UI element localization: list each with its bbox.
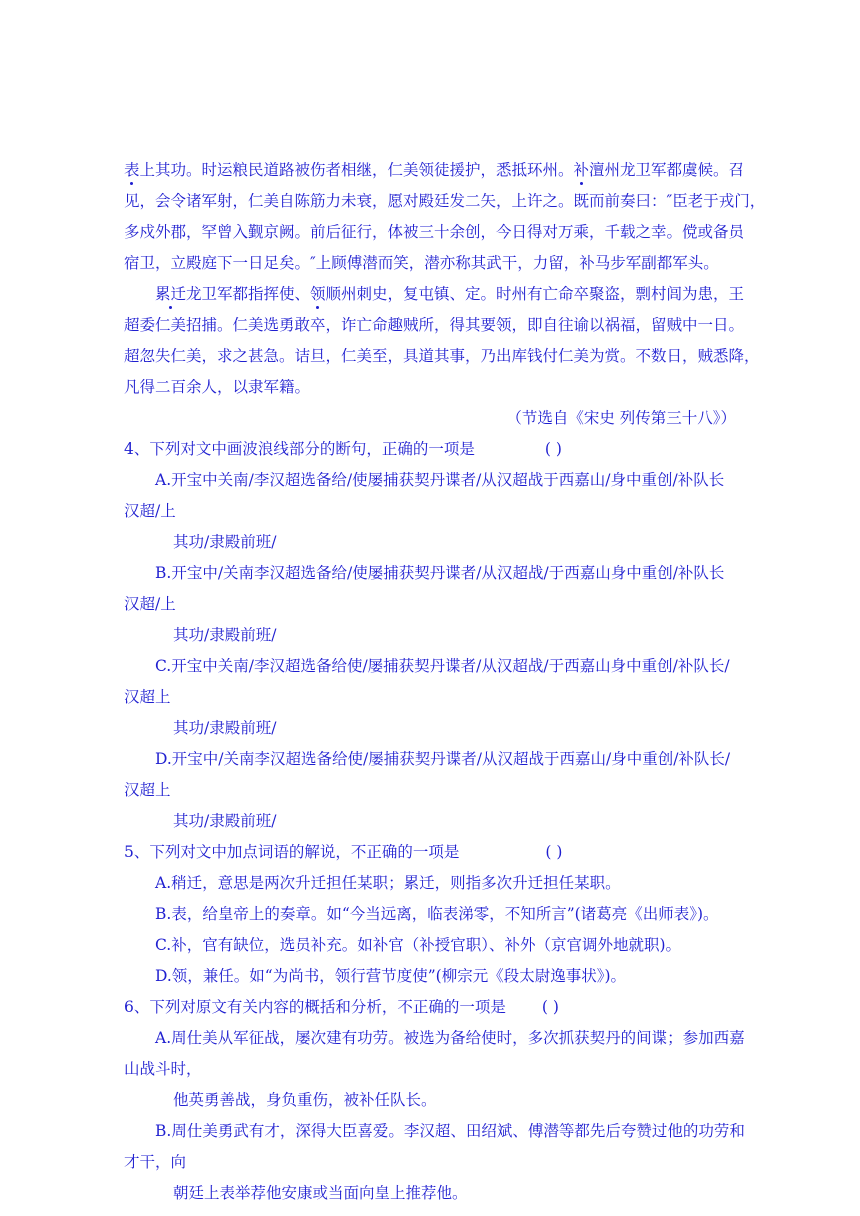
q4-option-c-cont: 汉超上 xyxy=(124,688,171,706)
passage-source: （节选自《宋史 列传第三十八》） xyxy=(506,409,736,427)
q4-stem: 4、下列对文中画波浪线部分的断句，正确的一项是 ( ) xyxy=(124,440,562,458)
answer-parentheses: ( ) xyxy=(541,998,559,1016)
dotted-word: 领 xyxy=(310,285,326,303)
q6-option-b-cont2: 朝廷上表举荐他安康或当面向皇上推荐他。 xyxy=(173,1184,468,1202)
q4-option-a-cont2: 其功/隶殿前班/ xyxy=(173,533,277,551)
q5-option-d: D.领，兼任。如“为尚书，领行营节度使”(柳宗元《段太尉逸事状》)。 xyxy=(155,967,626,985)
passage-p2-line4: 凡得二百余人，以隶军籍。 xyxy=(124,378,311,396)
q4-option-d: D.开宝中/关南李汉超选备给使/屡捕获契丹谍者/从汉超战于西嘉山/身中重创/补队长/ xyxy=(155,750,731,768)
passage-p2-line3: 超忽失仁美，求之甚急。诘旦，仁美至，具道其事，乃出库钱付仁美为赏。不数日，贼悉降， xyxy=(124,347,760,365)
q4-option-c-cont2: 其功/隶殿前班/ xyxy=(173,719,277,737)
q5-option-c: C.补，官有缺位，选员补充。如补官（补授官职）、补外（京官调外地就职)。 xyxy=(155,936,682,954)
q4-option-d-cont: 汉超上 xyxy=(124,781,171,799)
q4-option-d-cont2: 其功/隶殿前班/ xyxy=(173,812,277,830)
dotted-word: 补 xyxy=(573,161,590,179)
dotted-word: 累迁 xyxy=(155,285,187,303)
q4-option-b: B.开宝中/关南李汉超选备给/使屡捕获契丹谍者/从汉超战/于西嘉山身中重创/补队长 xyxy=(155,564,725,582)
q4-option-a-cont: 汉超/上 xyxy=(124,502,176,520)
q6-option-a-cont2: 他英勇善战，身负重伤，被补任队长。 xyxy=(173,1091,437,1109)
passage-p1-line3: 多戍外郡，罕曾入觐京阙。前后征行，体被三十余创，今日得对万乘，千载之幸。傥或备员 xyxy=(124,223,745,241)
answer-parentheses: ( ) xyxy=(544,440,562,458)
q6-option-a-cont: 山战斗时， xyxy=(124,1060,202,1078)
q4-option-b-cont2: 其功/隶殿前班/ xyxy=(173,626,277,644)
q6-option-b-cont: 才干，向 xyxy=(124,1153,187,1171)
dotted-word: 表 xyxy=(124,161,140,179)
q5-stem: 5、下列对文中加点词语的解说，不正确的一项是 ( ) xyxy=(124,843,563,861)
q5-option-a: A.稍迁，意思是两次升迁担任某职；累迁，则指多次升迁担任某职。 xyxy=(155,874,621,892)
q5-option-b: B.表，给皇帝上的奏章。如“今当远离，临表涕零，不知所言”(诸葛亮《出师表》)。 xyxy=(155,905,719,923)
q6-stem: 6、下列对原文有关内容的概括和分析，不正确的一项是 ( ) xyxy=(124,998,559,1016)
q6-option-a: A.周仕美从军征战，屡次建有功劳。被选为备给使时，多次抓获契丹的间谍；参加西嘉 xyxy=(155,1029,745,1047)
q6-option-b: B.周仕美勇武有才，深得大臣喜爱。李汉超、田绍斌、傅潜等都先后夸赞过他的功劳和 xyxy=(155,1122,745,1140)
q4-option-a: A.开宝中关南/李汉超选备给/使屡捕获契丹谍者/从汉超战于西嘉山/身中重创/补队长 xyxy=(155,471,725,489)
passage-p2-line2: 超委仁美招捕。仁美选勇敢卒，诈亡命趣贼所，得其要领，即自往谕以祸福，留贼中一日。 xyxy=(124,316,745,334)
passage-p1-line4: 宿卫，立殿庭下一日足矣。″上顾傅潜而笑，潜亦称其武干，力留，补马步军副都军头。 xyxy=(124,254,719,272)
q4-option-b-cont: 汉超/上 xyxy=(124,595,176,613)
passage-p1-line2: 见，会令诸军射，仁美自陈筋力未衰，愿对殿廷发二矢，上许之。既而前奏曰：″臣老于戎门， xyxy=(124,192,766,210)
passage-p2-line1: 累迁龙卫军都指挥使、领顺州刺史，复屯镇、定。时州有亡命卒聚盗，剽村闾为患，王 xyxy=(155,285,745,303)
passage-p1-line1: 表上其功。时运粮民道路被伤者相继，仁美领徒援护，悉抵环州。补澶州龙卫军都虞候。召 xyxy=(124,161,745,179)
answer-parentheses: ( ) xyxy=(545,843,563,861)
q4-option-c: C.开宝中关南/李汉超选备给使/屡捕获契丹谍者/从汉超战/于西嘉山身中重创/补队长/ xyxy=(155,657,730,675)
